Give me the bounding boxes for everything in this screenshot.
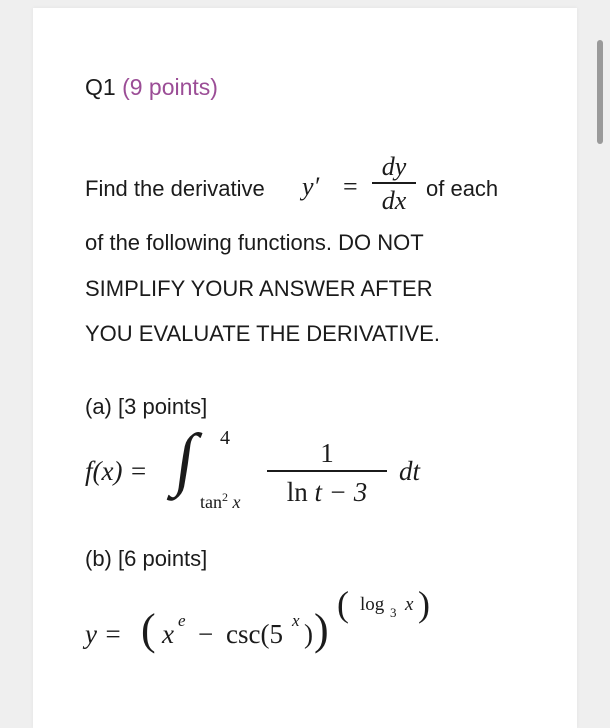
lower-limit-var: x [232, 492, 241, 512]
dy-dx-fraction [372, 152, 416, 218]
differential: dt [399, 456, 421, 486]
exponent-open-paren: ( [337, 584, 349, 624]
lower-limit-exp: 2 [222, 490, 228, 504]
csc-exp-x: x [292, 611, 300, 630]
csc-function: csc(5 [226, 619, 283, 649]
question-label: Q1 [85, 74, 116, 100]
part-a-label: (a) [3 points] [85, 394, 208, 419]
log-function: log [360, 594, 385, 615]
fraction-numerator: dy [381, 152, 407, 181]
open-paren: ( [141, 605, 156, 654]
intro-line-1 [85, 176, 265, 202]
y-prime: y′ [302, 172, 320, 201]
part-b-label: (b) [6 points] [85, 546, 208, 571]
equals-sign: = [343, 172, 358, 201]
integral-upper-limit: 4 [220, 427, 230, 449]
denominator-ln: ln [286, 476, 308, 507]
exponent-close-paren: ) [418, 584, 430, 624]
close-paren: ) [314, 605, 329, 654]
integral-sign: ∫ [170, 421, 201, 498]
question-header [85, 74, 218, 101]
intro-text-after: of each [426, 176, 499, 201]
base-x: x [162, 619, 174, 649]
lower-limit-func: tan [200, 492, 222, 512]
log-subscript: 3 [390, 605, 397, 620]
integrand-fraction [267, 436, 387, 512]
integrand-numerator: 1 [320, 438, 334, 468]
log-var: x [405, 594, 414, 615]
intro-line-4: YOU EVALUATE THE DERIVATIVE. [85, 321, 440, 346]
intro-line-3: SIMPLIFY YOUR ANSWER AFTER [85, 276, 433, 301]
integrand-denominator [267, 472, 387, 512]
scrollbar[interactable] [597, 40, 603, 144]
intro-line-2: of the following functions. DO NOT [85, 230, 424, 255]
denominator-rest: t − 3 [314, 476, 368, 507]
fraction-denominator: dx [381, 185, 407, 215]
part-a-lhs: f(x) = [85, 456, 148, 486]
integral-lower-limit [200, 490, 241, 513]
minus-sign: − [198, 619, 214, 649]
part-b-lhs: y = [85, 619, 122, 649]
question-points: (9 points) [122, 74, 218, 100]
csc-close-paren: ) [304, 619, 313, 649]
base-exp-e: e [178, 611, 186, 630]
intro-text-before: Find the derivative [85, 176, 265, 201]
